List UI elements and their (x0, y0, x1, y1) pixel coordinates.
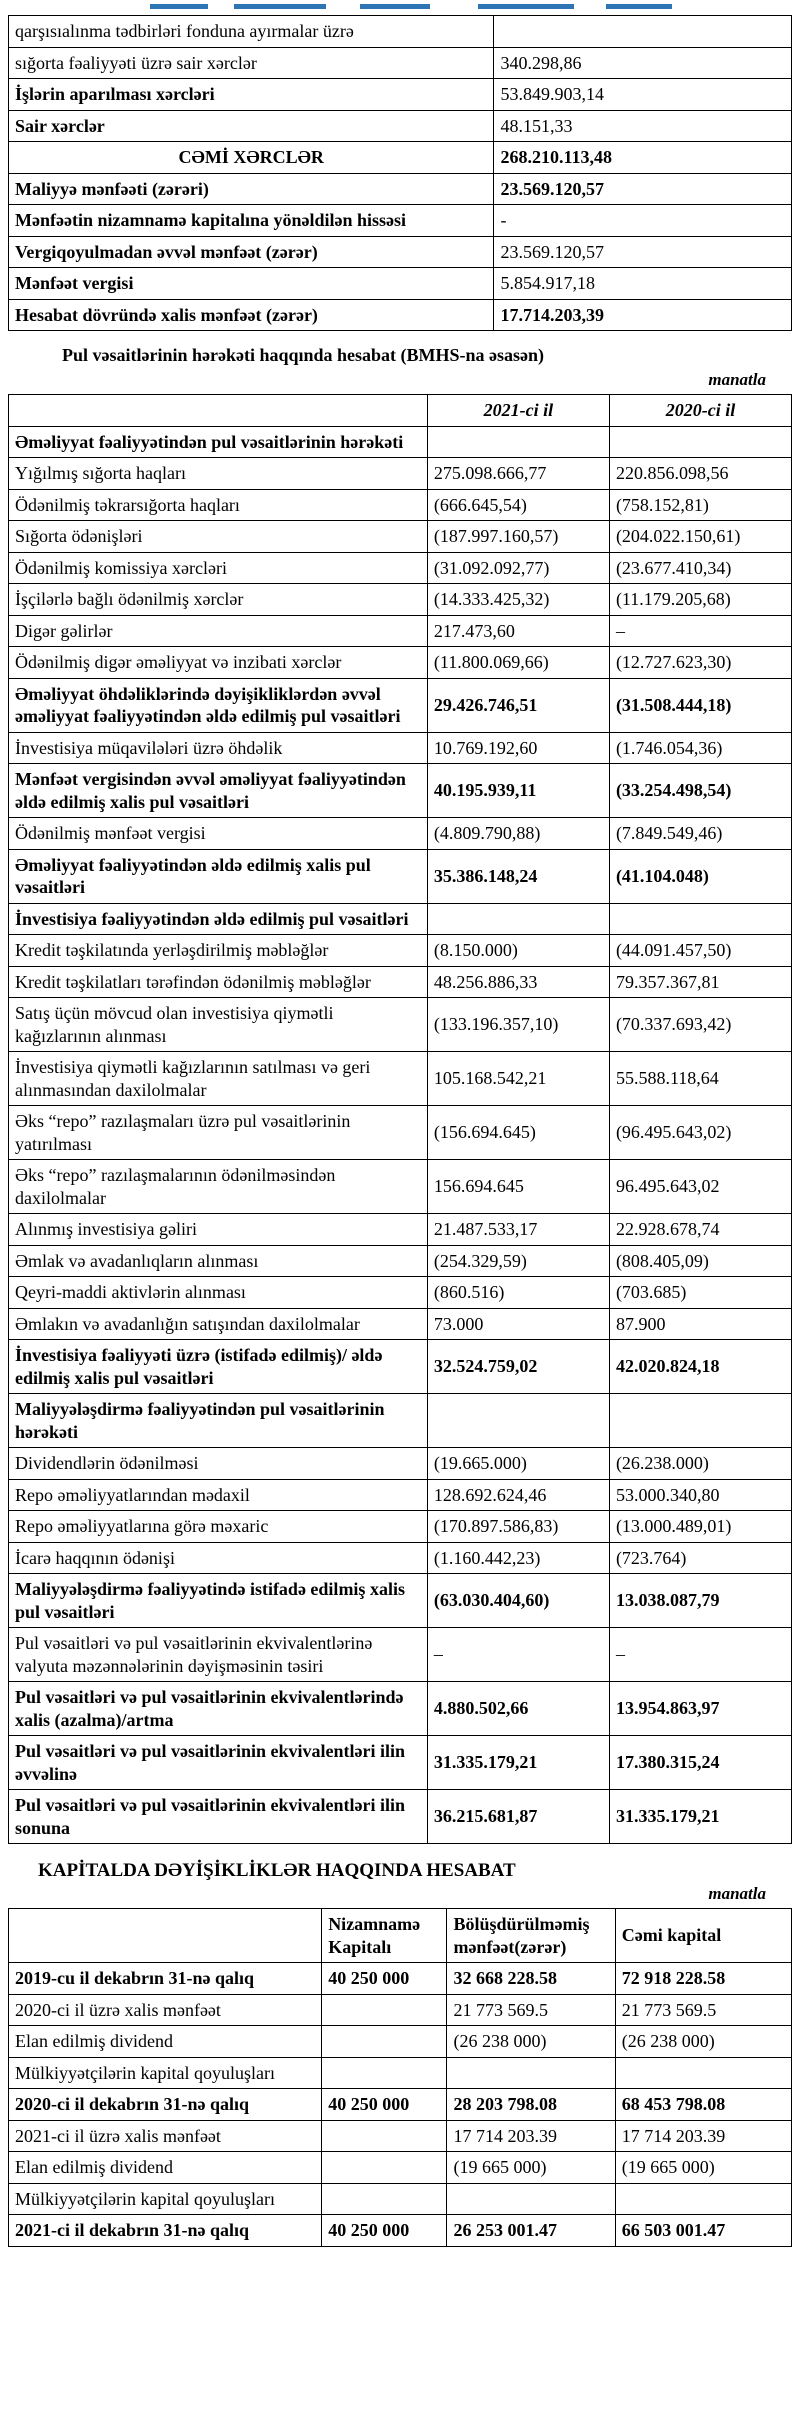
cashflow-label: İnvestisiya qiymətli kağızlarının satılması və geri alınmasından daxilolmalar (9, 1052, 428, 1106)
equity-row (9, 2215, 792, 2247)
cashflow-label: Maliyyələşdirmə fəaliyyətində istifadə edilmiş xalis pul vəsaitləri (9, 1574, 428, 1628)
cashflow-row (9, 489, 792, 521)
cashflow-value-2020: (13.000.489,01) (609, 1511, 791, 1543)
equity-retained-earnings-value: 28 203 798.08 (447, 2089, 615, 2121)
cashflow-label: Əks “repo” razılaşmalarının ödənilməsindən daxilolmalar (9, 1160, 428, 1214)
cashflow-value-2020: 17.380.315,24 (609, 1736, 791, 1790)
cashflow-row (9, 1790, 792, 1844)
cashflow-value-2021: (1.160.442,23) (427, 1542, 609, 1574)
cashflow-value-2021: (170.897.586,83) (427, 1511, 609, 1543)
cashflow-value-2020: 13.038.087,79 (609, 1574, 791, 1628)
equity-charter-capital-value: 40 250 000 (322, 2215, 447, 2247)
cashflow-value-2021: (156.694.645) (427, 1106, 609, 1160)
cashflow-value-2021: 156.694.645 (427, 1160, 609, 1214)
cashflow-row (9, 1574, 792, 1628)
cashflow-row (9, 1736, 792, 1790)
equity-charter-capital-value (322, 1994, 447, 2026)
cashflow-value-2021: 105.168.542,21 (427, 1052, 609, 1106)
expense-label: sığorta fəaliyyəti üzrə sair xərclər (9, 47, 494, 79)
expense-value: 23.569.120,57 (494, 173, 792, 205)
cashflow-value-2020: – (609, 615, 791, 647)
cashflow-value-2021: (133.196.357,10) (427, 998, 609, 1052)
equity-retained-earnings-value: 21 773 569.5 (447, 1994, 615, 2026)
cashflow-value-2020 (609, 903, 791, 935)
currency-unit-label: manatla (708, 1884, 766, 1903)
cashflow-row (9, 1106, 792, 1160)
equity-label: 2020-ci il dekabrın 31-nə qalıq (9, 2089, 322, 2121)
expense-value: 53.849.903,14 (494, 79, 792, 111)
equity-charter-capital-value: 40 250 000 (322, 1963, 447, 1995)
equity-label: 2020-ci il üzrə xalis mənfəət (9, 1994, 322, 2026)
equity-total-capital-value: 66 503 001.47 (615, 2215, 791, 2247)
cashflow-value-2020: (70.337.693,42) (609, 998, 791, 1052)
cashflow-value-2021: (63.030.404,60) (427, 1574, 609, 1628)
cashflow-label: İnvestisiya fəaliyyətindən əldə edilmiş pul vəsaitləri (9, 903, 428, 935)
cashflow-empty-header-cell (9, 395, 428, 427)
cashflow-value-2021: 32.524.759,02 (427, 1340, 609, 1394)
cashflow-label: Pul vəsaitləri və pul vəsaitlərinin ekvivalentlərində xalis (azalma)/artma (9, 1682, 428, 1736)
cashflow-value-2021: (11.800.069,66) (427, 647, 609, 679)
equity-retained-earnings-value: 26 253 001.47 (447, 2215, 615, 2247)
cashflow-value-2021 (427, 1394, 609, 1448)
cashflow-value-2020: (723.764) (609, 1542, 791, 1574)
cashflow-value-2020: (23.677.410,34) (609, 552, 791, 584)
equity-total-capital-value: (26 238 000) (615, 2026, 791, 2058)
cashflow-value-2021 (427, 903, 609, 935)
equity-charter-capital-value (322, 2057, 447, 2089)
equity-retained-earnings-value: (19 665 000) (447, 2152, 615, 2184)
cashflow-row (9, 1277, 792, 1309)
equity-row (9, 2183, 792, 2215)
cashflow-value-2021: 29.426.746,51 (427, 678, 609, 732)
cashflow-value-2020: (44.091.457,50) (609, 935, 791, 967)
equity-retained-earnings-value: (26 238 000) (447, 2026, 615, 2058)
clipped-text-fragment (234, 4, 326, 9)
cashflow-row (9, 552, 792, 584)
cashflow-label: Qeyri-maddi aktivlərin alınması (9, 1277, 428, 1309)
cashflow-label: Əks “repo” razılaşmaları üzrə pul vəsaitlərinin yatırılması (9, 1106, 428, 1160)
cashflow-row (9, 1308, 792, 1340)
expense-label: qarşısıalınma tədbirləri fonduna ayırmalar üzrə (9, 16, 494, 48)
expenses-row (9, 299, 792, 331)
cashflow-row (9, 1160, 792, 1214)
cashflow-value-2020: 220.856.098,56 (609, 458, 791, 490)
cashflow-value-2021: (8.150.000) (427, 935, 609, 967)
clipped-text-fragment (150, 4, 208, 9)
equity-label: Mülkiyyətçilərin kapital qoyuluşları (9, 2057, 322, 2089)
cashflow-value-2021: 4.880.502,66 (427, 1682, 609, 1736)
equity-row (9, 2026, 792, 2058)
equity-charter-capital-value (322, 2152, 447, 2184)
equity-retained-earnings-value: 32 668 228.58 (447, 1963, 615, 1995)
cashflow-row (9, 764, 792, 818)
cashflow-value-2020: (204.022.150,61) (609, 521, 791, 553)
cashflow-label: Pul vəsaitləri və pul vəsaitlərinin ekvivalentləri ilin sonuna (9, 1790, 428, 1844)
cashflow-label: Ödənilmiş mənfəət vergisi (9, 818, 428, 850)
cashflow-label: Əmlakın və avadanlığın satışından daxilolmalar (9, 1308, 428, 1340)
cashflow-value-2021: (187.997.160,57) (427, 521, 609, 553)
expenses-row (9, 142, 792, 174)
cashflow-value-2020: (808.405,09) (609, 1245, 791, 1277)
cashflow-statement-title: Pul vəsaitlərinin hərəkəti haqqında hesabat (BMHS-na əsasən) (62, 345, 545, 365)
expense-value: - (494, 205, 792, 237)
equity-total-capital-value (615, 2057, 791, 2089)
cashflow-row (9, 647, 792, 679)
equity-total-capital-value: 17 714 203.39 (615, 2120, 791, 2152)
cashflow-value-2020: 42.020.824,18 (609, 1340, 791, 1394)
cashflow-label: Kredit təşkilatları tərəfindən ödənilmiş məbləğlər (9, 966, 428, 998)
cashflow-value-2021: (666.645,54) (427, 489, 609, 521)
expenses-row (9, 173, 792, 205)
cashflow-value-2020: – (609, 1628, 791, 1682)
cashflow-row (9, 998, 792, 1052)
expense-value: 23.569.120,57 (494, 236, 792, 268)
expense-value: 17.714.203,39 (494, 299, 792, 331)
cashflow-label: Pul vəsaitləri və pul vəsaitlərinin ekvivalentləri ilin əvvəlinə (9, 1736, 428, 1790)
cashflow-value-2020: 22.928.678,74 (609, 1214, 791, 1246)
equity-header-charter-capital: Nizamnamə Kapitalı (322, 1909, 447, 1963)
year-column-2020: 2020-ci il (609, 395, 791, 427)
cashflow-row (9, 1511, 792, 1543)
cashflow-value-2021: 128.692.624,46 (427, 1479, 609, 1511)
cashflow-label: Ödənilmiş digər əməliyyat və inzibati xərclər (9, 647, 428, 679)
equity-label: 2021-ci il üzrə xalis mənfəət (9, 2120, 322, 2152)
cashflow-value-2021: (860.516) (427, 1277, 609, 1309)
expenses-summary-table (8, 15, 792, 331)
equity-row (9, 2089, 792, 2121)
cashflow-value-2020: (41.104.048) (609, 849, 791, 903)
cashflow-value-2020: 79.357.367,81 (609, 966, 791, 998)
expense-value: 5.854.917,18 (494, 268, 792, 300)
cashflow-row (9, 1479, 792, 1511)
equity-label: Elan edilmiş dividend (9, 2152, 322, 2184)
cashflow-label: Digər gəlirlər (9, 615, 428, 647)
cashflow-row (9, 849, 792, 903)
cashflow-row (9, 966, 792, 998)
cashflow-value-2020: 53.000.340,80 (609, 1479, 791, 1511)
equity-table (8, 1908, 792, 2247)
cashflow-row (9, 1448, 792, 1480)
clipped-text-fragment (360, 4, 430, 9)
cashflow-row (9, 903, 792, 935)
cashflow-value-2021: 31.335.179,21 (427, 1736, 609, 1790)
equity-row (9, 2120, 792, 2152)
cashflow-label: İşçilərlə bağlı ödənilmiş xərclər (9, 584, 428, 616)
cashflow-row (9, 584, 792, 616)
clipped-blue-heading (8, 2, 792, 12)
expense-label: Hesabat dövründə xalis mənfəət (zərər) (9, 299, 494, 331)
cashflow-label: Pul vəsaitləri və pul vəsaitlərinin ekvivalentlərinə valyuta məzənnələrinin dəyişməsinin təsiri (9, 1628, 428, 1682)
cashflow-value-2021: 73.000 (427, 1308, 609, 1340)
equity-total-capital-value: (19 665 000) (615, 2152, 791, 2184)
cashflow-value-2020: 55.588.118,64 (609, 1052, 791, 1106)
equity-retained-earnings-value (447, 2183, 615, 2215)
equity-total-capital-value (615, 2183, 791, 2215)
cashflow-value-2021: 21.487.533,17 (427, 1214, 609, 1246)
cashflow-row (9, 458, 792, 490)
cashflow-row (9, 1052, 792, 1106)
cashflow-value-2020: (96.495.643,02) (609, 1106, 791, 1160)
cashflow-value-2020: (758.152,81) (609, 489, 791, 521)
cashflow-header-row (9, 395, 792, 427)
cashflow-label: Satış üçün mövcud olan investisiya qiymətli kağızlarının alınması (9, 998, 428, 1052)
equity-total-capital-value: 68 453 798.08 (615, 2089, 791, 2121)
expenses-row (9, 110, 792, 142)
cashflow-value-2021: (14.333.425,32) (427, 584, 609, 616)
expense-value: 268.210.113,48 (494, 142, 792, 174)
cashflow-label: Repo əməliyyatlarına görə məxaric (9, 1511, 428, 1543)
equity-row (9, 1994, 792, 2026)
cashflow-label: Maliyyələşdirmə fəaliyyətindən pul vəsaitlərinin hərəkəti (9, 1394, 428, 1448)
equity-row (9, 1963, 792, 1995)
expenses-row (9, 205, 792, 237)
cashflow-value-2020: (31.508.444,18) (609, 678, 791, 732)
cashflow-value-2021: 275.098.666,77 (427, 458, 609, 490)
cashflow-row (9, 615, 792, 647)
cashflow-value-2021: 36.215.681,87 (427, 1790, 609, 1844)
expenses-row (9, 79, 792, 111)
cashflow-value-2020: (1.746.054,36) (609, 732, 791, 764)
cashflow-row (9, 678, 792, 732)
expenses-row (9, 236, 792, 268)
clipped-text-fragment (606, 4, 672, 9)
equity-label: 2019-cu il dekabrın 31-nə qalıq (9, 1963, 322, 1995)
cashflow-value-2021: (19.665.000) (427, 1448, 609, 1480)
cashflow-value-2020: (703.685) (609, 1277, 791, 1309)
cashflow-label: Dividendlərin ödənilməsi (9, 1448, 428, 1480)
equity-label: 2021-ci il dekabrın 31-nə qalıq (9, 2215, 322, 2247)
expenses-row (9, 47, 792, 79)
cashflow-value-2021: 10.769.192,60 (427, 732, 609, 764)
equity-label: Elan edilmiş dividend (9, 2026, 322, 2058)
expense-value (494, 16, 792, 48)
cashflow-label: Əməliyyat fəaliyyətindən pul vəsaitlərinin hərəkəti (9, 426, 428, 458)
cashflow-value-2021: 35.386.148,24 (427, 849, 609, 903)
cashflow-value-2021: (254.329,59) (427, 1245, 609, 1277)
cashflow-row (9, 426, 792, 458)
equity-empty-header-cell (9, 1909, 322, 1963)
currency-unit-label: manatla (708, 370, 766, 389)
expense-label: CƏMİ XƏRCLƏR (9, 142, 494, 174)
cashflow-label: Mənfəət vergisindən əvvəl əməliyyat fəaliyyətindən əldə edilmiş xalis pul vəsaitləri (9, 764, 428, 818)
equity-header-row (9, 1909, 792, 1963)
year-column-2021: 2021-ci il (427, 395, 609, 427)
expense-value: 48.151,33 (494, 110, 792, 142)
cashflow-value-2021 (427, 426, 609, 458)
expenses-row (9, 16, 792, 48)
cashflow-label: Sığorta ödənişləri (9, 521, 428, 553)
equity-total-capital-value: 72 918 228.58 (615, 1963, 791, 1995)
cashflow-value-2020: 13.954.863,97 (609, 1682, 791, 1736)
expense-value: 340.298,86 (494, 47, 792, 79)
cashflow-value-2021: (31.092.092,77) (427, 552, 609, 584)
cashflow-label: İcarə haqqının ödənişi (9, 1542, 428, 1574)
cashflow-label: İnvestisiya fəaliyyəti üzrə (istifadə edilmiş)/ əldə edilmiş xalis pul vəsaitləri (9, 1340, 428, 1394)
cashflow-row (9, 1340, 792, 1394)
cashflow-row (9, 732, 792, 764)
clipped-text-fragment (478, 4, 574, 9)
cashflow-value-2021: – (427, 1628, 609, 1682)
cashflow-label: Yığılmış sığorta haqları (9, 458, 428, 490)
cashflow-row (9, 1245, 792, 1277)
cashflow-value-2021: 217.473,60 (427, 615, 609, 647)
cashflow-row (9, 818, 792, 850)
equity-charter-capital-value (322, 2120, 447, 2152)
cashflow-value-2021: 40.195.939,11 (427, 764, 609, 818)
cashflow-row (9, 935, 792, 967)
expense-label: Mənfəət vergisi (9, 268, 494, 300)
cashflow-label: Kredit təşkilatında yerləşdirilmiş məbləğlər (9, 935, 428, 967)
equity-row (9, 2152, 792, 2184)
cashflow-label: Repo əməliyyatlarından mədaxil (9, 1479, 428, 1511)
cashflow-label: Əməliyyat öhdəliklərində dəyişikliklərdən əvvəl əməliyyat fəaliyyətindən əldə edilmiş pul vəsaitləri (9, 678, 428, 732)
equity-charter-capital-value: 40 250 000 (322, 2089, 447, 2121)
cashflow-row (9, 1682, 792, 1736)
cashflow-value-2020 (609, 1394, 791, 1448)
equity-header-total-capital: Cəmi kapital (615, 1909, 791, 1963)
cashflow-row (9, 1542, 792, 1574)
cashflow-row (9, 521, 792, 553)
expense-label: Mənfəətin nizamnamə kapitalına yönəldilən hissəsi (9, 205, 494, 237)
cashflow-value-2020: 96.495.643,02 (609, 1160, 791, 1214)
cashflow-label: Ödənilmiş komissiya xərcləri (9, 552, 428, 584)
cashflow-label: Ödənilmiş təkrarsığorta haqları (9, 489, 428, 521)
cashflow-value-2020: (26.238.000) (609, 1448, 791, 1480)
cashflow-value-2021: 48.256.886,33 (427, 966, 609, 998)
cashflow-value-2020: 87.900 (609, 1308, 791, 1340)
equity-charter-capital-value (322, 2183, 447, 2215)
cashflow-value-2021: (4.809.790,88) (427, 818, 609, 850)
equity-header-retained-earnings: Bölüşdürülməmiş mənfəət(zərər) (447, 1909, 615, 1963)
cashflow-value-2020: (11.179.205,68) (609, 584, 791, 616)
cashflow-row (9, 1394, 792, 1448)
cashflow-value-2020: 31.335.179,21 (609, 1790, 791, 1844)
equity-charter-capital-value (322, 2026, 447, 2058)
expense-label: Maliyyə mənfəəti (zərəri) (9, 173, 494, 205)
expense-label: Sair xərclər (9, 110, 494, 142)
cashflow-value-2020: (33.254.498,54) (609, 764, 791, 818)
equity-retained-earnings-value: 17 714 203.39 (447, 2120, 615, 2152)
equity-statement-title: KAPİTALDA DƏYİŞİKLİKLƏR HAQQINDA HESABAT (38, 1860, 516, 1881)
expenses-row (9, 268, 792, 300)
cashflow-label: İnvestisiya müqavilələri üzrə öhdəlik (9, 732, 428, 764)
cashflow-label: Alınmış investisiya gəliri (9, 1214, 428, 1246)
cashflow-value-2020: (7.849.549,46) (609, 818, 791, 850)
equity-retained-earnings-value (447, 2057, 615, 2089)
cashflow-label: Əmlak və avadanlıqların alınması (9, 1245, 428, 1277)
cashflow-row (9, 1214, 792, 1246)
cashflow-value-2020 (609, 426, 791, 458)
cashflow-value-2020: (12.727.623,30) (609, 647, 791, 679)
cashflow-row (9, 1628, 792, 1682)
expense-label: İşlərin aparılması xərcləri (9, 79, 494, 111)
cashflow-table (8, 394, 792, 1844)
expense-label: Vergiqoyulmadan əvvəl mənfəət (zərər) (9, 236, 494, 268)
equity-row (9, 2057, 792, 2089)
equity-total-capital-value: 21 773 569.5 (615, 1994, 791, 2026)
cashflow-label: Əməliyyat fəaliyyətindən əldə edilmiş xalis pul vəsaitləri (9, 849, 428, 903)
equity-label: Mülkiyyətçilərin kapital qoyuluşları (9, 2183, 322, 2215)
